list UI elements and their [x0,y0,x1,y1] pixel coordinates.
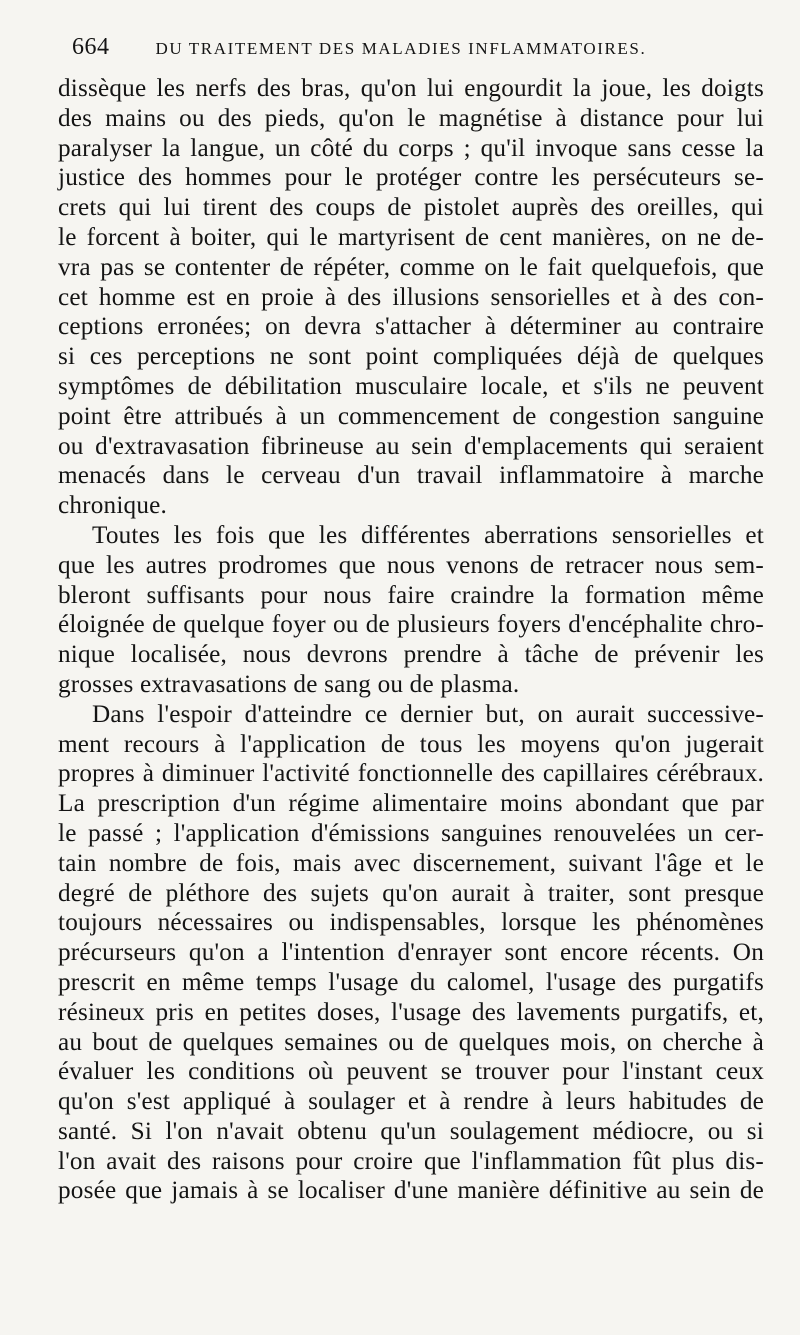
paragraph [58,521,764,700]
text-line: précurseurs qu'on a l'intention d'enrayer sont encore récents. On [58,939,764,967]
text-line: tain nombre de fois, mais avec discernement, suivant l'âge et le [58,849,764,877]
body-text [58,74,764,1206]
text-line: éloignée de quelque foyer ou de plusieurs foyers d'encéphalite chro- [58,611,764,639]
text-line: nique localisée, nous devrons prendre à tâche de prévenir les [58,641,764,669]
text-line: grosses extravasations de sang ou de plasma. [58,670,520,698]
text-line: le forcent à boiter, qui le martyrisent de cent manières, on ne de- [58,223,764,251]
text-line: vra pas se contenter de répéter, comme on le fait quelquefois, que [58,253,764,281]
text-line: cet homme est en proie à des illusions sensorielles et à des con- [58,283,764,311]
text-line: des mains ou des pieds, qu'on le magnétise à distance pour lui [58,104,764,132]
text-line: dissèque les nerfs des bras, qu'on lui engourdit la joue, les doigts [58,75,764,102]
text-line: ou d'extravasation fibrineuse au sein d'emplacements qui seraient [58,432,764,460]
text-line: crets qui lui tirent des coups de pistolet auprès des oreilles, qui [58,194,764,222]
text-line: que les autres prodromes que nous venons de retracer nous sem- [58,551,764,579]
text-line: Dans l'espoir d'atteindre ce dernier but, on aurait successive- [92,700,764,728]
text-line: évaluer les conditions où peuvent se trouver pour l'instant ceux [58,1058,764,1086]
text-line: le passé ; l'application d'émissions sanguines renouvelées un cer- [58,819,764,847]
text-line: ceptions erronées; on devra s'attacher à déterminer au contraire [58,313,764,341]
text-line: symptômes de débilitation musculaire locale, et s'ils ne peuvent [58,372,764,400]
running-head: DU TRAITEMENT DES MALADIES INFLAMMATOIRES. [155,39,647,58]
text-line: si ces perceptions ne sont point compliquées déjà de quelques [58,343,764,371]
text-line: paralyser la langue, un côté du corps ; qu'il invoque sans cesse la [58,134,764,162]
page-header [72,34,750,61]
text-line: menacés dans le cerveau d'un travail inflammatoire à marche [58,462,764,490]
text-line: santé. Si l'on n'avait obtenu qu'un soulagement médiocre, ou si [58,1117,764,1145]
text-line: justice des hommes pour le protéger contre les persécuteurs se- [58,164,764,192]
paragraph [58,74,764,521]
text-line: l'on avait des raisons pour croire que l'inflammation fût plus dis- [58,1147,764,1175]
text-line: ment recours à l'application de tous les moyens qu'on jugerait [58,730,764,758]
text-line: degré de pléthore des sujets qu'on aurait à traiter, sont presque [58,879,764,907]
text-line: résineux pris en petites doses, l'usage des lavements purgatifs, et, [58,998,764,1026]
text-line: La prescription d'un régime alimentaire moins abondant que par [58,790,764,818]
page-number: 664 [72,34,110,60]
paragraph [58,700,764,1207]
text-line: prescrit en même temps l'usage du calomel, l'usage des purgatifs [58,968,764,996]
text-line: qu'on s'est appliqué à soulager et à rendre à leurs habitudes de [58,1088,764,1116]
text-line: bleront suffisants pour nous faire craindre la formation même [58,581,764,609]
text-line: point être attribués à un commencement de congestion sanguine [58,402,764,430]
text-line: chronique. [58,492,168,520]
text-line: au bout de quelques semaines ou de quelques mois, on cherche à [58,1028,764,1056]
text-line: Toutes les fois que les différentes aberrations sensorielles et [92,521,764,549]
text-line: toujours nécessaires ou indispensables, lorsque les phénomènes [58,909,764,937]
text-line: propres à diminuer l'activité fonctionnelle des capillaires cérébraux. [58,760,764,788]
text-line: posée que jamais à se localiser d'une manière définitive au sein de [58,1177,764,1205]
